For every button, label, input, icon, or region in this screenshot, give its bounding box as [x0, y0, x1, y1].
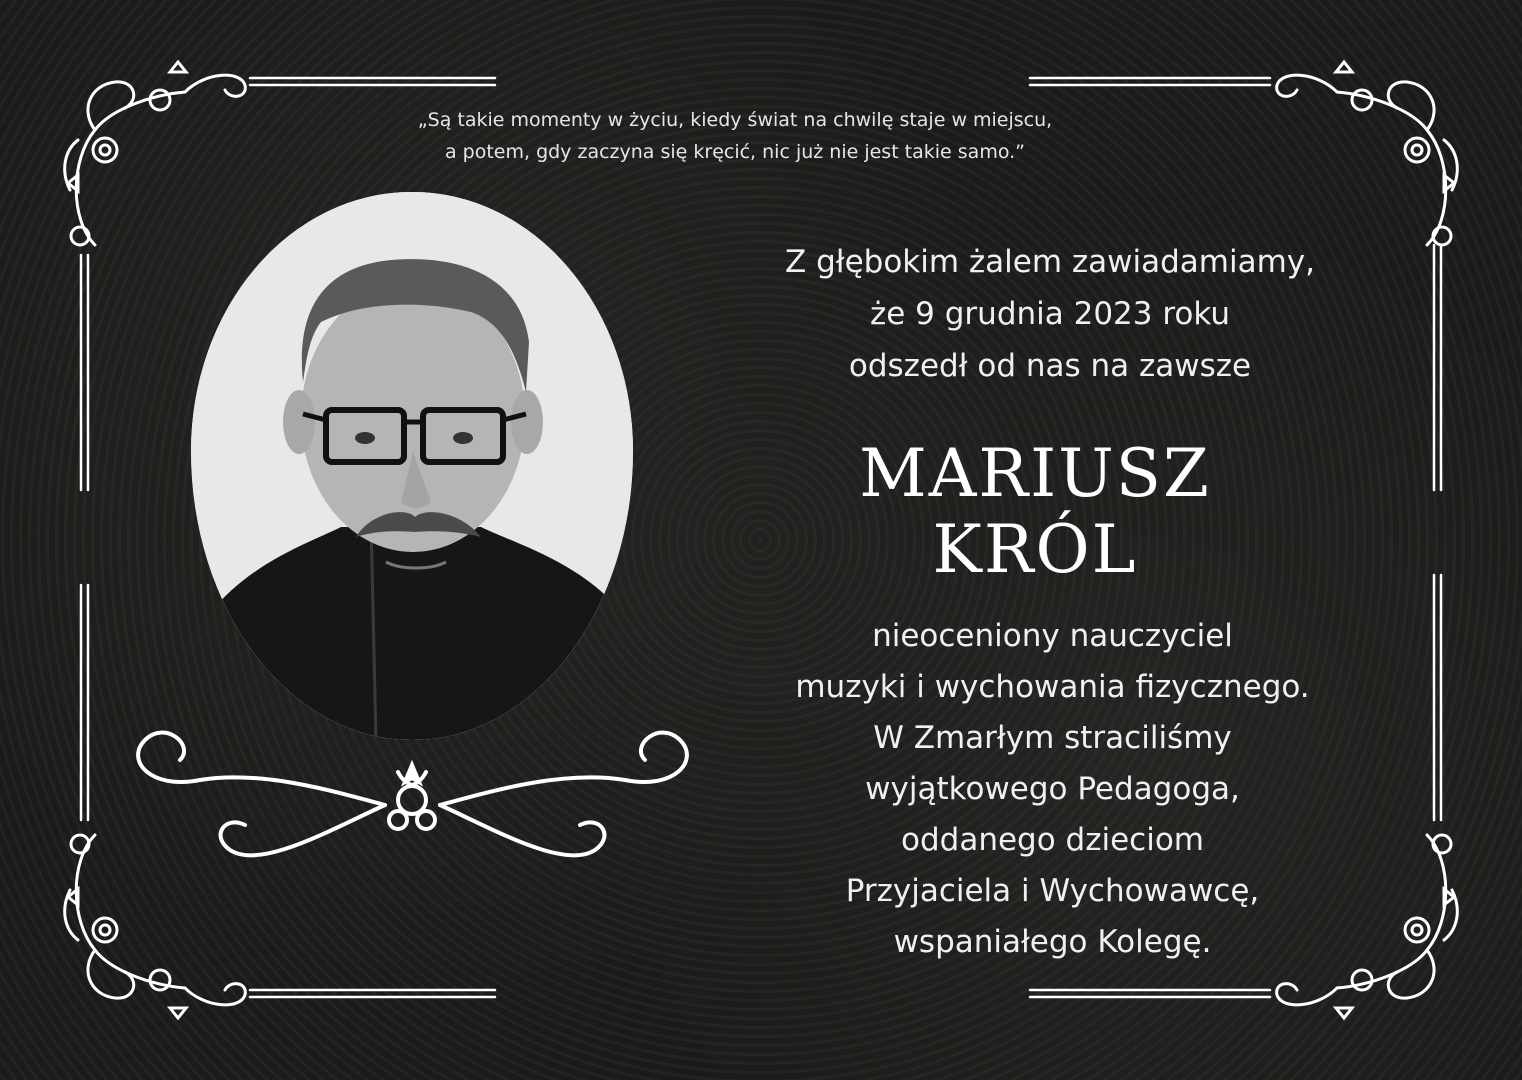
description-line: muzyki i wychowania fizycznego.	[795, 669, 1310, 705]
description-line: Przyjaciela i Wychowawcę,	[845, 873, 1260, 909]
description-text	[680, 611, 1425, 968]
description-line: nieoceniony nauczyciel	[872, 618, 1233, 654]
announcement-line: że 9 grudnia 2023 roku	[869, 296, 1231, 332]
description-line: wyjątkowego Pedagoga,	[865, 771, 1240, 807]
quote-line-2: a potem, gdy zaczyna się kręcić, nic już nie jest takie samo.”	[444, 141, 1026, 163]
last-name: KRÓL	[932, 511, 1138, 588]
announcement-line: Z głębokim żalem zawiadamiamy,	[784, 244, 1316, 280]
announcement-line: odszedł od nas na zawsze	[848, 348, 1252, 384]
first-name: MARIUSZ	[859, 435, 1211, 512]
quote-line-1: „Są takie momenty w życiu, kiedy świat na chwilę staje w miejscu,	[417, 109, 1053, 131]
description-line: wspaniałego Kolegę.	[893, 924, 1212, 960]
description-line: W Zmarłym straciliśmy	[873, 720, 1232, 756]
description-line: oddanego dzieciom	[901, 822, 1204, 858]
announcement-text	[690, 236, 1410, 392]
memorial-quote	[300, 104, 1170, 168]
flourish-ornament	[138, 733, 687, 856]
deceased-name	[690, 436, 1380, 588]
